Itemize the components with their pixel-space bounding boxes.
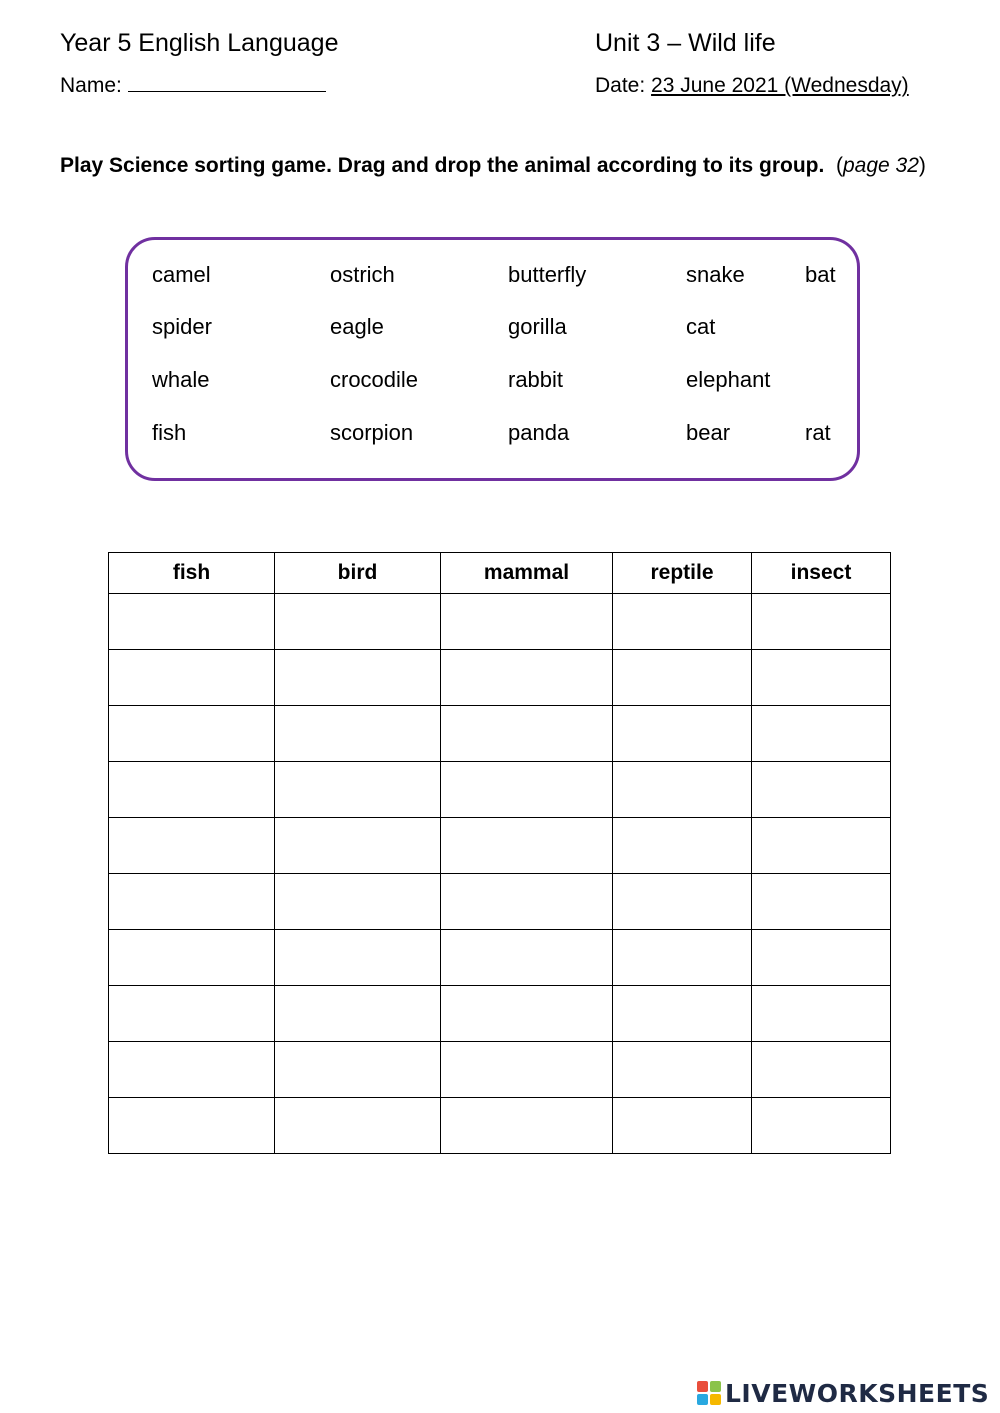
drop-cell-fish[interactable] (109, 874, 275, 930)
drop-cell-bird[interactable] (275, 986, 441, 1042)
drop-cell-mammal[interactable] (441, 706, 613, 762)
drop-cell-reptile[interactable] (613, 874, 752, 930)
drop-cell-fish[interactable] (109, 650, 275, 706)
word-item[interactable]: crocodile (330, 367, 419, 392)
date-label: Date: (595, 74, 646, 97)
table-row (109, 706, 891, 762)
instruction-text: Play Science sorting game. Drag and drop the animal according to its group. (60, 154, 825, 177)
drop-cell-mammal[interactable] (441, 594, 613, 650)
drop-cell-fish[interactable] (109, 1098, 275, 1154)
drop-cell-bird[interactable] (275, 1098, 441, 1154)
drop-cell-insect[interactable] (752, 1098, 891, 1154)
drop-cell-fish[interactable] (109, 594, 275, 650)
drop-cell-insect[interactable] (752, 650, 891, 706)
word-item[interactable]: bat (805, 262, 836, 287)
word-item[interactable]: bear (686, 420, 731, 445)
unit-title: Unit 3 – Wild life (595, 29, 776, 57)
table-row (109, 594, 891, 650)
drop-cell-reptile[interactable] (613, 1098, 752, 1154)
column-header-insect: insect (752, 553, 891, 594)
word-item[interactable]: rat (805, 420, 831, 445)
drop-cell-bird[interactable] (275, 594, 441, 650)
word-item[interactable]: panda (508, 420, 570, 445)
word-item[interactable]: ostrich (330, 262, 395, 287)
drop-cell-mammal[interactable] (441, 874, 613, 930)
logo-square (710, 1381, 721, 1392)
drop-cell-reptile[interactable] (613, 706, 752, 762)
column-header-bird: bird (275, 553, 441, 594)
drop-cell-insect[interactable] (752, 706, 891, 762)
class-subject-title: Year 5 English Language (60, 29, 339, 57)
column-header-fish: fish (109, 553, 275, 594)
instruction (60, 152, 926, 180)
word-item[interactable]: whale (152, 367, 210, 392)
word-item[interactable]: butterfly (508, 262, 587, 287)
column-header-reptile: reptile (613, 553, 752, 594)
drop-cell-reptile[interactable] (613, 818, 752, 874)
drop-cell-bird[interactable] (275, 650, 441, 706)
drop-cell-insect[interactable] (752, 930, 891, 986)
drop-cell-reptile[interactable] (613, 762, 752, 818)
drop-cell-insect[interactable] (752, 594, 891, 650)
page-reference: (page 32) (830, 154, 926, 177)
date-field (595, 73, 909, 99)
drop-cell-bird[interactable] (275, 706, 441, 762)
table-row (109, 650, 891, 706)
drop-cell-insect[interactable] (752, 874, 891, 930)
drop-cell-reptile[interactable] (613, 986, 752, 1042)
liveworksheets-logo (697, 1378, 989, 1408)
name-blank-line[interactable] (128, 75, 326, 92)
drop-cell-fish[interactable] (109, 986, 275, 1042)
drop-cell-reptile[interactable] (613, 650, 752, 706)
name-label: Name: (60, 74, 122, 97)
drop-cell-fish[interactable] (109, 930, 275, 986)
table-row (109, 930, 891, 986)
logo-square (710, 1394, 721, 1405)
word-item[interactable]: eagle (330, 314, 384, 339)
drop-cell-reptile[interactable] (613, 594, 752, 650)
word-item[interactable]: fish (152, 420, 187, 445)
drop-cell-mammal[interactable] (441, 762, 613, 818)
drop-cell-reptile[interactable] (613, 1042, 752, 1098)
table-header-row (109, 553, 891, 594)
word-item[interactable]: rabbit (508, 367, 564, 392)
drop-cell-mammal[interactable] (441, 930, 613, 986)
drop-cell-insect[interactable] (752, 818, 891, 874)
logo-text: LIVEWORKSHEETS (725, 1378, 990, 1408)
word-item[interactable]: spider (152, 314, 212, 339)
table-row (109, 874, 891, 930)
drop-cell-bird[interactable] (275, 762, 441, 818)
drop-cell-mammal[interactable] (441, 986, 613, 1042)
date-value: 23 June 2021 (Wednesday) (651, 74, 909, 97)
table-row (109, 818, 891, 874)
page-reference-text: page 32 (843, 154, 919, 177)
drop-cell-bird[interactable] (275, 818, 441, 874)
logo-square (697, 1381, 708, 1392)
table-row (109, 1098, 891, 1154)
drop-cell-insect[interactable] (752, 762, 891, 818)
logo-icon (697, 1381, 721, 1405)
drop-cell-mammal[interactable] (441, 1098, 613, 1154)
word-item[interactable]: scorpion (330, 420, 414, 445)
drop-cell-fish[interactable] (109, 1042, 275, 1098)
drop-cell-fish[interactable] (109, 706, 275, 762)
drop-cell-mammal[interactable] (441, 650, 613, 706)
logo-square (697, 1394, 708, 1405)
drop-cell-insect[interactable] (752, 986, 891, 1042)
column-header-mammal: mammal (441, 553, 613, 594)
word-item[interactable]: gorilla (508, 314, 567, 339)
drop-cell-bird[interactable] (275, 874, 441, 930)
word-item[interactable]: camel (152, 262, 211, 287)
drop-cell-bird[interactable] (275, 1042, 441, 1098)
word-item[interactable]: snake (686, 262, 745, 287)
word-item[interactable]: elephant (686, 367, 771, 392)
table-row (109, 762, 891, 818)
name-field (60, 73, 326, 99)
drop-cell-bird[interactable] (275, 930, 441, 986)
word-item[interactable]: cat (686, 314, 716, 339)
table-row (109, 986, 891, 1042)
drop-cell-mammal[interactable] (441, 1042, 613, 1098)
drop-cell-fish[interactable] (109, 818, 275, 874)
table-row (109, 1042, 891, 1098)
drop-cell-fish[interactable] (109, 762, 275, 818)
sorting-table (108, 552, 891, 1154)
drop-cell-mammal[interactable] (441, 818, 613, 874)
drop-cell-insect[interactable] (752, 1042, 891, 1098)
word-bank (125, 237, 860, 481)
drop-cell-reptile[interactable] (613, 930, 752, 986)
